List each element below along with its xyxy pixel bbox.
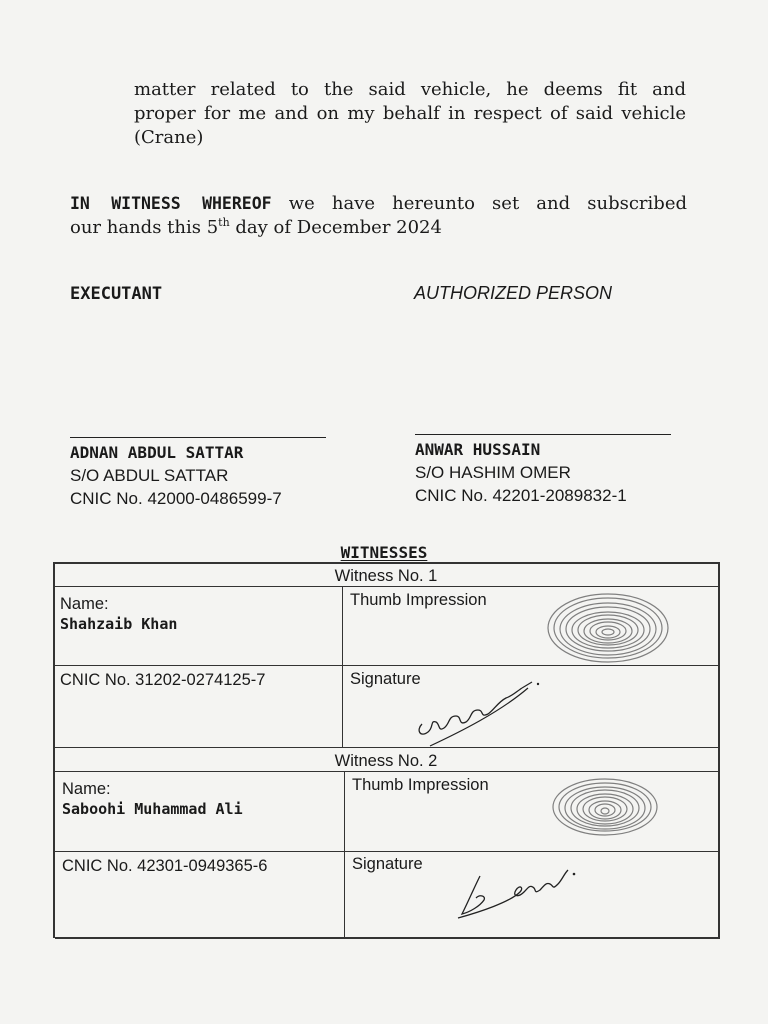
para2-date-b: day of December 2024 xyxy=(229,217,442,238)
para1-line1: matter related to the said vehicle, he deems fit and xyxy=(134,79,686,100)
authorized-name: ANWAR HUSSAIN xyxy=(415,440,541,459)
witness-1-cnic: CNIC No. 31202-0274125-7 xyxy=(60,671,266,689)
executant-name: ADNAN ABDUL SATTAR xyxy=(70,443,244,462)
para1-line3: (Crane) xyxy=(134,127,204,148)
witness-1-signature-icon xyxy=(410,672,550,756)
executant-block xyxy=(70,441,282,510)
row-divider xyxy=(54,771,719,772)
witness-whereof-lead: IN WITNESS WHEREOF xyxy=(70,194,272,213)
witness-1-name-label: Name: xyxy=(60,595,109,613)
witness-2-cnic: CNIC No. 42301-0949365-6 xyxy=(62,857,268,875)
witness-2-signature-icon xyxy=(450,862,580,922)
witnesses-title xyxy=(0,543,768,562)
thumbprint-2-icon xyxy=(550,776,660,838)
executant-cnic: CNIC No. 42000-0486599-7 xyxy=(70,489,282,508)
para2-line1-rest: we have hereunto set and subscribed xyxy=(271,193,687,214)
row-divider xyxy=(53,747,719,748)
date-ordinal: th xyxy=(218,216,230,229)
executant-signature-line xyxy=(70,437,326,438)
witness-1-thumb-label: Thumb Impression xyxy=(350,591,487,609)
witness-2-signature-label: Signature xyxy=(352,855,423,873)
witness-2-name: Saboohi Muhammad Ali xyxy=(62,800,243,818)
authorized-block xyxy=(415,438,627,507)
authorized-cnic: CNIC No. 42201-2089832-1 xyxy=(415,486,627,505)
authorized-relation: S/O HASHIM OMER xyxy=(415,463,571,482)
witnesses-title-text: WITNESSES xyxy=(340,543,428,562)
table-border-left xyxy=(53,562,55,938)
authorized-person-label: AUTHORIZED PERSON xyxy=(414,283,613,303)
witness-2-thumb-label: Thumb Impression xyxy=(352,776,489,794)
column-divider xyxy=(342,586,343,747)
witness-2-header: Witness No. 2 xyxy=(334,752,438,770)
table-border-top xyxy=(53,562,719,564)
paragraph-witness-whereof xyxy=(70,192,687,240)
para2-date-a: our hands this 5 xyxy=(70,217,219,238)
row-divider xyxy=(53,586,719,587)
witness-1-name-cell xyxy=(60,594,177,634)
para2-line1 xyxy=(70,192,687,216)
column-divider xyxy=(344,771,345,937)
witness-1-name: Shahzaib Khan xyxy=(60,615,178,633)
para1-line2: proper for me and on my behalf in respect of said vehicle xyxy=(134,103,686,124)
witness-1-signature-label: Signature xyxy=(350,670,421,688)
table-border-bottom xyxy=(55,937,720,939)
row-divider xyxy=(54,851,719,852)
paragraph-vehicle-matter xyxy=(134,78,686,150)
executant-relation: S/O ABDUL SATTAR xyxy=(70,466,229,485)
para2-line2 xyxy=(70,216,687,240)
witness-1-header: Witness No. 1 xyxy=(334,567,438,585)
witness-2-name-cell xyxy=(62,779,243,819)
thumbprint-1-icon xyxy=(544,590,672,666)
witness-2-name-label: Name: xyxy=(62,780,111,798)
authorized-signature-line xyxy=(415,434,671,435)
executant-label: EXECUTANT xyxy=(70,284,163,304)
table-border-right xyxy=(718,562,720,938)
